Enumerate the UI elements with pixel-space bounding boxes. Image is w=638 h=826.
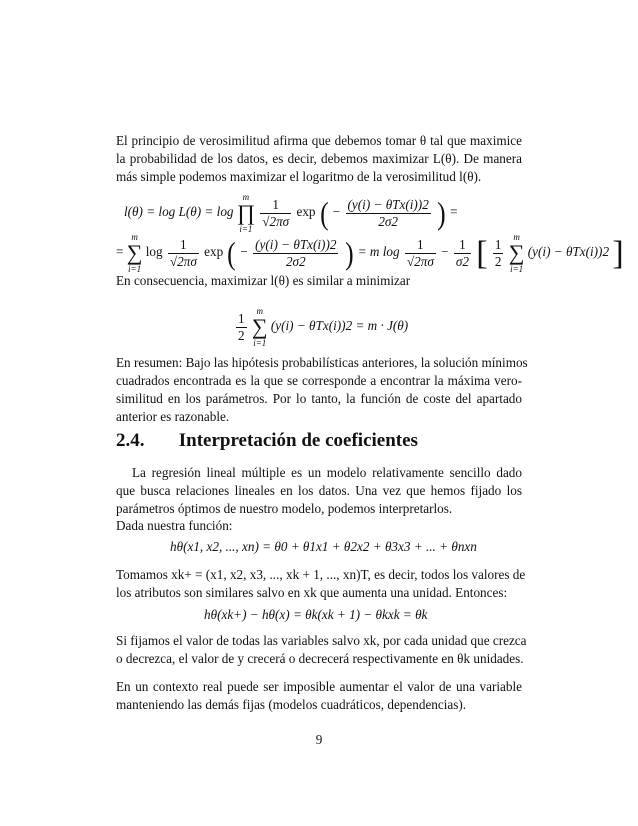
summary-line-3: similitud en los parámetros. Por lo tanto, la función de coste del apartado	[116, 391, 522, 406]
eq2-sum2-lower: i=1	[510, 264, 524, 274]
sum-symbol-3: ∑	[251, 314, 268, 339]
eq2-exp: exp	[204, 244, 224, 260]
sum-symbol: ∑	[126, 240, 143, 265]
eq1-lhs: l(θ) = log L(θ) = log	[124, 204, 234, 220]
context-line-1: En un contexto real puede ser imposible aumentar el valor de una variable	[116, 679, 522, 694]
eq1-frac2-den: 2σ2	[378, 213, 399, 229]
eq1-minus: −	[332, 204, 341, 220]
eq2-frac1	[168, 237, 199, 270]
section-heading	[116, 430, 418, 452]
eq1-close-paren: )	[437, 194, 446, 231]
eq1-frac2	[346, 197, 431, 230]
eq1-exp: exp	[296, 204, 316, 220]
equation-hypothesis: hθ(x1, x2, ..., xn) = θ0 + θ1x1 + θ2x2 + θ3x3 + ... + θnxn	[170, 539, 477, 554]
eq2-frac1-num: 1	[168, 237, 199, 254]
eq3-frac	[236, 311, 247, 344]
eq1-prod-upper: m	[242, 192, 250, 202]
eq2-frac3	[405, 237, 436, 270]
eq1-product	[237, 192, 255, 234]
eq1-prod-lower: i=1	[239, 224, 253, 234]
tomamos-line-1: Tomamos xk+ = (x1, x2, x3, ..., xk + 1, ..., xn)T, es decir, todos los valores de	[116, 567, 526, 582]
intro-line-2: la probabilidad de los datos, es decir, debemos maximizar L(θ). De manera	[116, 151, 522, 166]
eq2-frac5	[493, 237, 504, 270]
eq2-frac2-num: (y(i) − θTx(i))2	[255, 236, 337, 252]
section-line-2: que busca relaciones lineales en los datos. Una vez que hemos fijado los	[116, 483, 522, 498]
eq3-sum-upper: m	[256, 306, 263, 316]
eq3-sum	[252, 306, 268, 348]
eq1-open-paren: (	[319, 194, 329, 231]
fix-line-1: Si fijamos el valor de todas las variables salvo xk, por cada unidad que crezca	[116, 633, 527, 648]
product-symbol: ∏	[236, 200, 255, 225]
tomamos-line-2: los atributos son similares salvo en xk que aumenta una unidad. Entonces:	[116, 585, 508, 600]
section-line-1: La regresión lineal múltiple es un modelo relativamente sencillo dado	[132, 465, 522, 480]
eq2-open-paren: (	[227, 234, 237, 271]
eq2-frac1-den: √2πσ	[169, 253, 197, 269]
summary-line-2: cuadrados encontrada es la que se corresponde a encontrar la máxima vero-	[116, 373, 522, 388]
eq2-log: log	[145, 244, 163, 260]
equation-log-likelihood	[124, 192, 458, 234]
eq2-lead: =	[116, 244, 124, 260]
eq2-frac4-den: σ2	[455, 253, 469, 269]
section-line-3: parámetros óptimos de nuestro modelo, podemos interpretarlos.	[116, 501, 453, 516]
summary-line-4: anterior es razonable.	[116, 409, 230, 424]
eq2-frac4-num: 1	[454, 237, 471, 254]
eq1-tail: =	[450, 204, 458, 220]
summary-line-1: En resumen: Bajo las hipótesis probabilísticas anteriores, la solución mínimos	[116, 355, 528, 370]
eq2-frac5-den: 2	[494, 253, 502, 269]
eq2-sum-lower: i=1	[128, 264, 142, 274]
eq2-sum	[127, 232, 143, 274]
eq2-open-bracket: [	[476, 234, 488, 272]
eq2-sum2	[509, 232, 525, 274]
eq1-frac1-num: 1	[260, 197, 291, 214]
intro-line-1: El principio de verosimilitud afirma que debemos tomar θ tal que maximice	[116, 133, 522, 148]
equation-log-likelihood-expanded	[116, 232, 624, 274]
eq3-sum-lower: i=1	[253, 338, 267, 348]
eq1-frac1-den: √2πσ	[262, 213, 290, 229]
eq2-sum-upper: m	[131, 232, 138, 242]
section-line-4: Dada nuestra función:	[116, 518, 233, 533]
eq1-frac1	[260, 197, 291, 230]
eq2-frac5-num: 1	[494, 236, 502, 252]
eq3-frac-den: 2	[238, 327, 245, 343]
eq2-mid: = m log	[357, 244, 400, 260]
section-title: Interpretación de coeficientes	[178, 430, 418, 451]
consequence-line: En consecuencia, maximizar l(θ) es similar a minimizar	[116, 273, 411, 288]
eq3-term: (y(i) − θTx(i))2 = m · J(θ)	[270, 318, 409, 334]
context-line-2: manteniendo las demás fijas (modelos cuadráticos, dependencias).	[116, 697, 467, 712]
eq2-frac3-den: √2πσ	[406, 253, 434, 269]
eq2-frac3-num: 1	[405, 237, 436, 254]
eq2-sum2-upper: m	[513, 232, 520, 242]
eq2-minus2: −	[441, 244, 449, 260]
eq2-minus: −	[240, 244, 248, 260]
intro-line-3: más simple podemos maximizar el logaritmo de la verosimilitud l(θ).	[116, 169, 482, 184]
sum-symbol-2: ∑	[508, 240, 525, 265]
eq2-close-paren: )	[344, 234, 354, 271]
section-number: 2.4.	[116, 430, 145, 451]
eq2-close-bracket: ]	[612, 234, 624, 272]
eq2-frac2	[253, 237, 338, 270]
eq1-frac2-num: (y(i) − θTx(i))2	[347, 196, 429, 212]
eq3-frac-num: 1	[238, 310, 245, 326]
equation-cost-function	[234, 306, 408, 348]
eq2-term: (y(i) − θTx(i))2	[527, 244, 610, 260]
eq2-frac4	[454, 237, 471, 270]
eq2-frac2-den: 2σ2	[285, 253, 306, 269]
page-number: 9	[315, 732, 323, 747]
equation-coefficient-effect: hθ(xk+) − hθ(x) = θk(xk + 1) − θkxk = θk	[204, 607, 428, 622]
fix-line-2: o decrezca, el valor de y crecerá o decrecerá respectivamente en θk unidades.	[116, 651, 524, 666]
